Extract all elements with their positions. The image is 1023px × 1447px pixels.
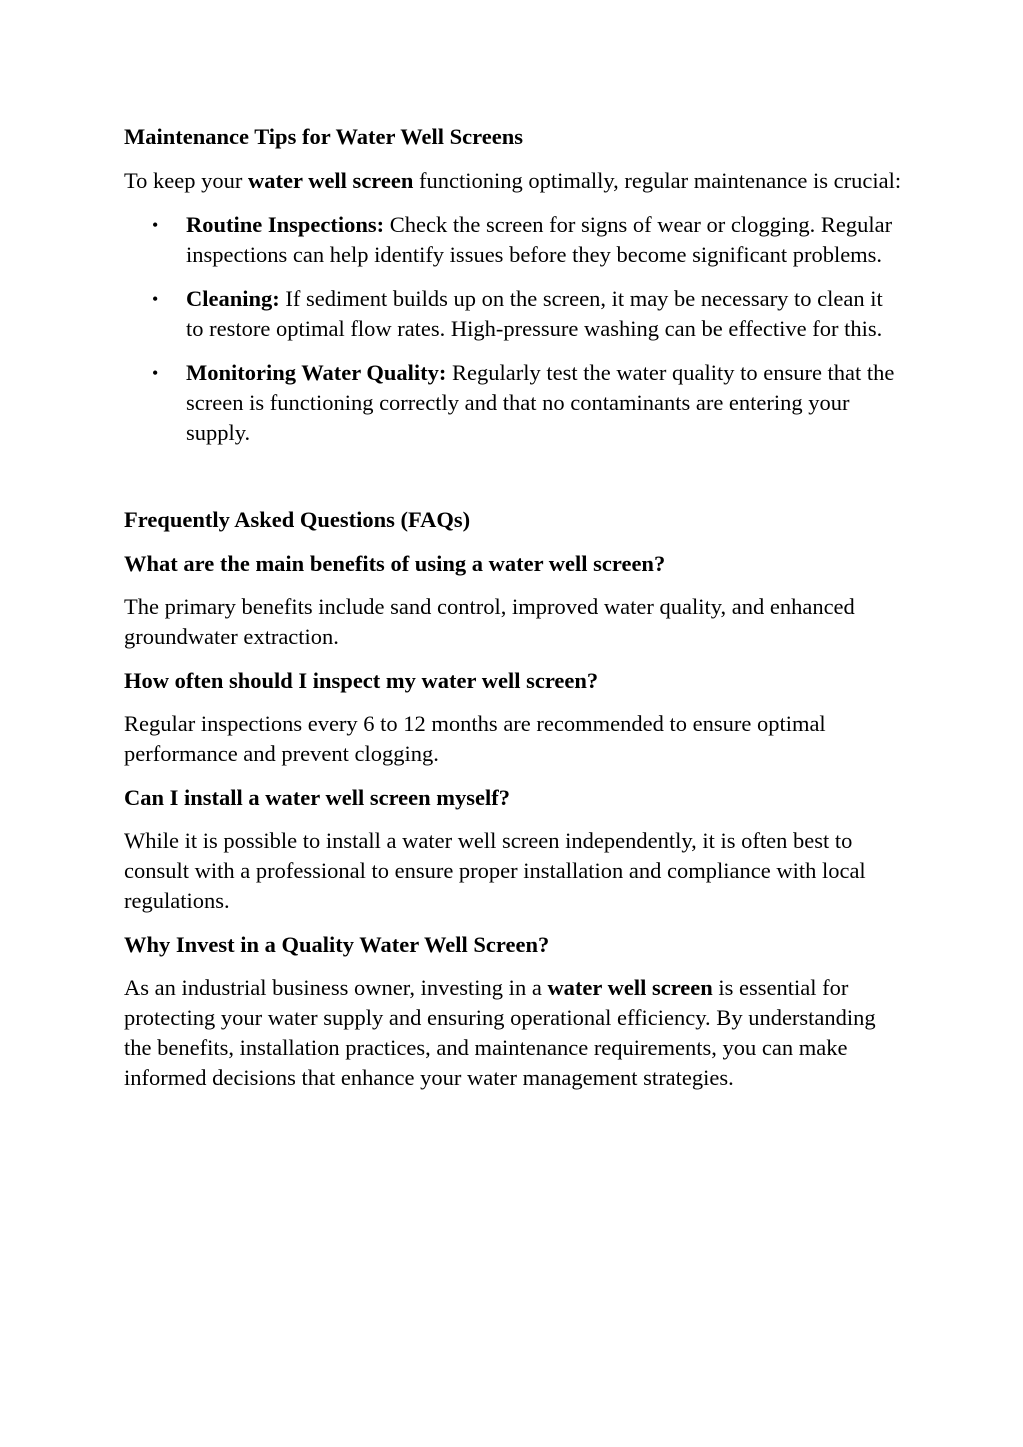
maintenance-tips-list (124, 210, 904, 448)
list-item (124, 210, 904, 270)
invest-keyword: water well screen (547, 975, 713, 1000)
invest-text-end: is essential for protecting your water supply and ensuring operational efficiency. By understanding the benefits, installation practices, and maintenance requirements, you can make informed decisions that enhance your water management strategies. (124, 975, 876, 1090)
bullet-icon: • (152, 363, 159, 383)
faq-answer: While it is possible to install a water well screen independently, it is often best to consult with a professional to ensure proper installation and compliance with local regulations. (124, 828, 866, 913)
faq-answer: The primary benefits include sand control, improved water quality, and enhanced groundwater extraction. (124, 594, 855, 649)
faq-question: How often should I inspect my water well screen? (124, 668, 599, 693)
faq-question: What are the main benefits of using a water well screen? (124, 551, 666, 576)
intro-keyword: water well screen (248, 168, 414, 193)
list-item (124, 284, 904, 344)
tip-title: Cleaning: (186, 286, 280, 311)
tip-title: Monitoring Water Quality: (186, 360, 447, 385)
bullet-icon: • (152, 289, 159, 309)
invest-heading: Why Invest in a Quality Water Well Screen? (124, 932, 550, 957)
bullet-icon: • (152, 215, 159, 235)
tip-text: Check the screen for signs of wear or clogging. Regular inspections can help identify issues before they become significant problems. (186, 212, 893, 267)
tip-title: Routine Inspections: (186, 212, 385, 237)
intro-text-start: To keep your (124, 168, 249, 193)
maintenance-heading: Maintenance Tips for Water Well Screens (124, 124, 523, 149)
faq-answer: Regular inspections every 6 to 12 months are recommended to ensure optimal performance and prevent clogging. (124, 711, 826, 766)
maintenance-intro (124, 166, 904, 196)
faq-question: Can I install a water well screen myself? (124, 785, 510, 810)
invest-paragraph (124, 973, 904, 1093)
tip-text: If sediment builds up on the screen, it may be necessary to clean it to restore optimal flow rates. High-pressure washing can be effective for this. (186, 286, 883, 341)
faq-heading: Frequently Asked Questions (FAQs) (124, 507, 471, 532)
document-page (124, 122, 904, 1107)
invest-text-start: As an industrial business owner, investing in a (124, 975, 548, 1000)
intro-text-end: functioning optimally, regular maintenance is crucial: (413, 168, 902, 193)
list-item (124, 358, 904, 448)
tip-text: Regularly test the water quality to ensure that the screen is functioning correctly and that no contaminants are entering your supply. (186, 360, 895, 445)
